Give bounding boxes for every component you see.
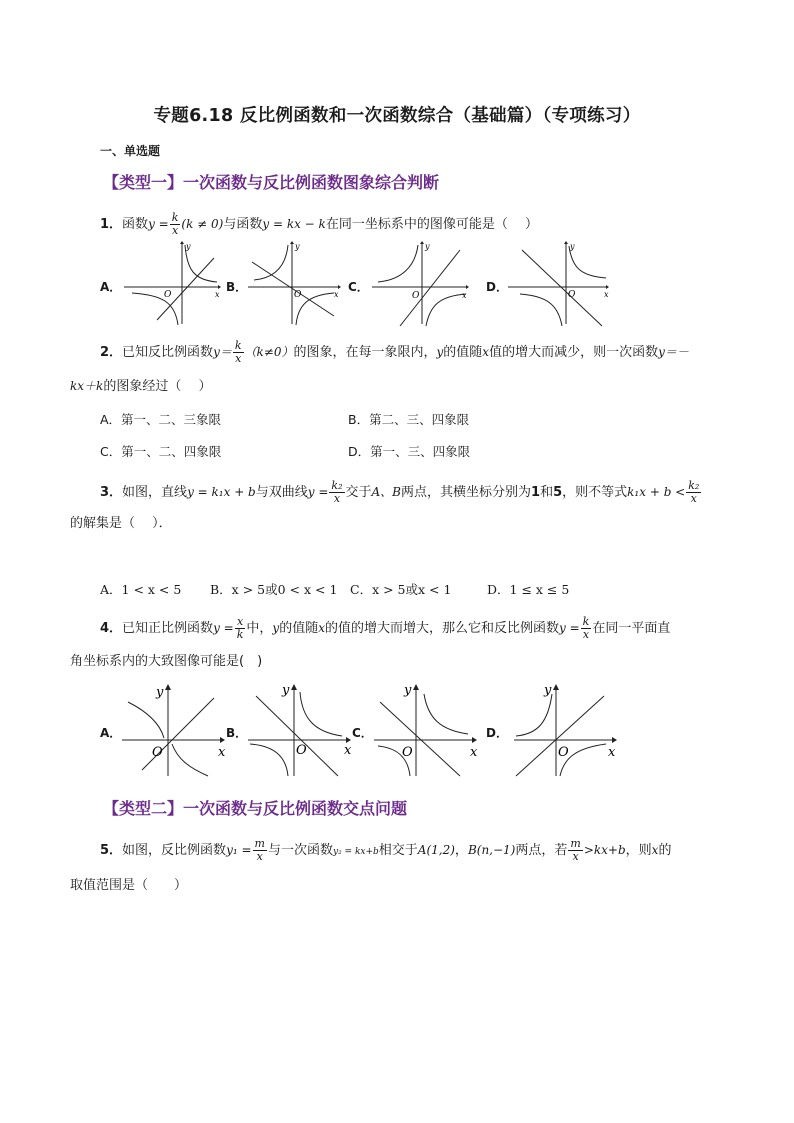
q4-graph-b <box>244 682 356 778</box>
q1-graph-a <box>122 240 222 328</box>
option-c: C．第一、二、四象限 <box>100 444 222 459</box>
option-a-label: A． <box>100 280 122 294</box>
value: 1 <box>531 485 541 500</box>
question-2-line2 <box>70 376 211 397</box>
svg-text:x: x <box>334 290 339 299</box>
text: 交于 <box>345 485 372 500</box>
text: 和 <box>540 485 554 500</box>
option-b: B．x > 5或0 < x < 1 <box>210 582 338 597</box>
option-c: C．x > 5或x < 1 <box>350 582 452 597</box>
formula: y₁ = <box>226 843 252 857</box>
text: 与函数 <box>223 217 263 232</box>
option-b: B．第二、三、四象限 <box>348 412 470 427</box>
text: 如图，直线 <box>122 485 188 500</box>
svg-text:x: x <box>218 745 226 760</box>
question-number: 2． <box>100 345 123 360</box>
option-a-label: A． <box>100 726 122 740</box>
formula: k₁x + b < <box>627 485 686 499</box>
var-y: y <box>272 621 280 635</box>
q1-graph-b <box>246 240 342 328</box>
formula: y = <box>559 621 580 635</box>
fraction: $\frac{x}{k}$ <box>236 615 244 641</box>
option-d: D．第一、三、四象限 <box>348 444 471 459</box>
svg-text:x: x <box>462 291 467 300</box>
text: ，则 <box>625 843 652 858</box>
svg-text:y: y <box>282 683 290 698</box>
question-number: 5． <box>100 843 123 858</box>
svg-text:y: y <box>570 242 575 251</box>
condition: （k≠0） <box>244 345 294 359</box>
option-b-label: B． <box>226 280 248 294</box>
formula: y = <box>148 217 169 231</box>
svg-text:O: O <box>568 290 576 300</box>
option-c-label: C． <box>348 280 369 294</box>
formula: y = kx − k <box>262 217 326 231</box>
text: 两点，其横坐标分别为 <box>401 485 532 500</box>
var-x: x <box>318 621 325 635</box>
text: ， <box>454 843 468 858</box>
point-a: A(1,2) <box>417 843 455 857</box>
var-y: y <box>436 345 444 359</box>
text: 函数 <box>122 217 149 232</box>
svg-text:y: y <box>425 242 430 251</box>
text: 两点，若 <box>515 843 568 858</box>
formula: y＝ <box>213 345 232 359</box>
text: 的值的增大而增大，那么它和反比例函数 <box>324 621 559 636</box>
text: 中， <box>246 621 273 636</box>
option-b-label: B． <box>226 726 248 740</box>
svg-text:x: x <box>604 290 609 299</box>
question-5 <box>100 838 671 863</box>
svg-text:x: x <box>344 743 352 758</box>
fraction: $\frac{\text{k₂}}{x}$ <box>331 479 343 505</box>
svg-text:x: x <box>215 290 220 299</box>
svg-text:y: y <box>404 683 412 698</box>
formula: y = <box>213 621 234 635</box>
question-number: 3． <box>100 485 123 500</box>
svg-text:x: x <box>608 745 616 760</box>
q4-graph-d <box>510 682 622 778</box>
svg-text:O: O <box>412 291 420 301</box>
formula: y = <box>307 485 329 499</box>
text: 的图象经过（ ） <box>103 379 212 394</box>
fraction: $\frac{\text{k₂}}{x}$ <box>688 479 700 505</box>
text: 的值随 <box>279 621 319 636</box>
var-x: x <box>482 345 490 359</box>
text: 与一次函数 <box>267 843 333 858</box>
condition: (k ≠ 0) <box>181 217 224 231</box>
option-d-label: D． <box>486 280 508 294</box>
option-a: A．第一、二、三象限 <box>100 412 222 427</box>
section-heading: 一、单选题 <box>100 144 161 158</box>
svg-text:y: y <box>295 242 300 251</box>
text: 的图象，在每一象限内， <box>293 345 437 360</box>
question-2 <box>100 340 689 365</box>
text: ，则不等式 <box>562 485 628 500</box>
text: 与双曲线 <box>255 485 308 500</box>
question-3 <box>100 480 702 505</box>
fraction: $\frac{k}{x}$ <box>234 339 242 365</box>
q1-graph-d <box>506 240 614 328</box>
svg-text:O: O <box>294 290 302 300</box>
q4-graph-a <box>118 682 230 778</box>
question-1 <box>100 212 538 237</box>
fraction: $\frac{m}{x}$ <box>254 837 265 863</box>
point-b: B(n,−1) <box>467 843 516 857</box>
var-x: x <box>651 843 659 857</box>
option-d-label: D． <box>486 726 508 740</box>
option-a: A．1 < x < 5 <box>100 582 182 597</box>
formula: kx＋k <box>70 379 104 393</box>
text: 在同一坐标系中的图像可能是（ ） <box>325 217 538 232</box>
value: 5 <box>553 485 563 500</box>
question-4-line2: 角坐标系内的大致图像可能是( ) <box>70 654 263 669</box>
question-5-line2: 取值范围是（ ） <box>70 878 188 893</box>
formula: y＝－ <box>658 345 689 359</box>
q4-graph-c <box>370 682 482 778</box>
text: 已知正比例函数 <box>122 621 214 636</box>
fraction: $\frac{m}{x}$ <box>570 837 581 863</box>
svg-text:O: O <box>152 745 163 760</box>
formula: y = k₁x + b <box>187 485 256 499</box>
svg-text:y: y <box>156 685 164 700</box>
type1-heading: 【类型一】一次函数与反比例函数图象综合判断 <box>103 173 440 192</box>
question-4 <box>100 616 670 641</box>
type2-heading: 【类型二】一次函数与反比例函数交点问题 <box>103 799 408 818</box>
svg-text:O: O <box>402 745 413 760</box>
page-title: 专题6.18 反比例函数和一次函数综合（基础篇）（专项练习） <box>153 106 641 126</box>
question-number: 4． <box>100 621 123 636</box>
svg-text:x: x <box>470 745 478 760</box>
text: 的值随 <box>443 345 483 360</box>
q1-graph-c <box>370 240 470 328</box>
text: 在同一平面直 <box>592 621 671 636</box>
fraction: $\frac{k}{x}$ <box>171 211 179 237</box>
question-number: 1． <box>100 217 123 232</box>
svg-text:y: y <box>544 683 552 698</box>
formula: y₂ = kx+b <box>332 847 379 857</box>
text: 如图，反比例函数 <box>122 843 227 858</box>
option-c-label: C． <box>352 726 373 740</box>
svg-text:O: O <box>164 290 172 300</box>
fraction: $\frac{k}{x}$ <box>582 615 590 641</box>
formula: >kx+b <box>583 843 626 857</box>
svg-text:O: O <box>558 745 569 760</box>
question-3-line2: 的解集是（ ）． <box>70 516 172 531</box>
text: 相交于 <box>378 843 418 858</box>
text: 值的增大而减少，则一次函数 <box>489 345 659 360</box>
points: A、B <box>371 485 402 499</box>
text: 已知反比例函数 <box>122 345 214 360</box>
svg-text:y: y <box>186 242 191 251</box>
option-d: D．1 ≤ x ≤ 5 <box>487 582 570 597</box>
text: 的 <box>658 843 672 858</box>
svg-text:O: O <box>296 743 307 758</box>
